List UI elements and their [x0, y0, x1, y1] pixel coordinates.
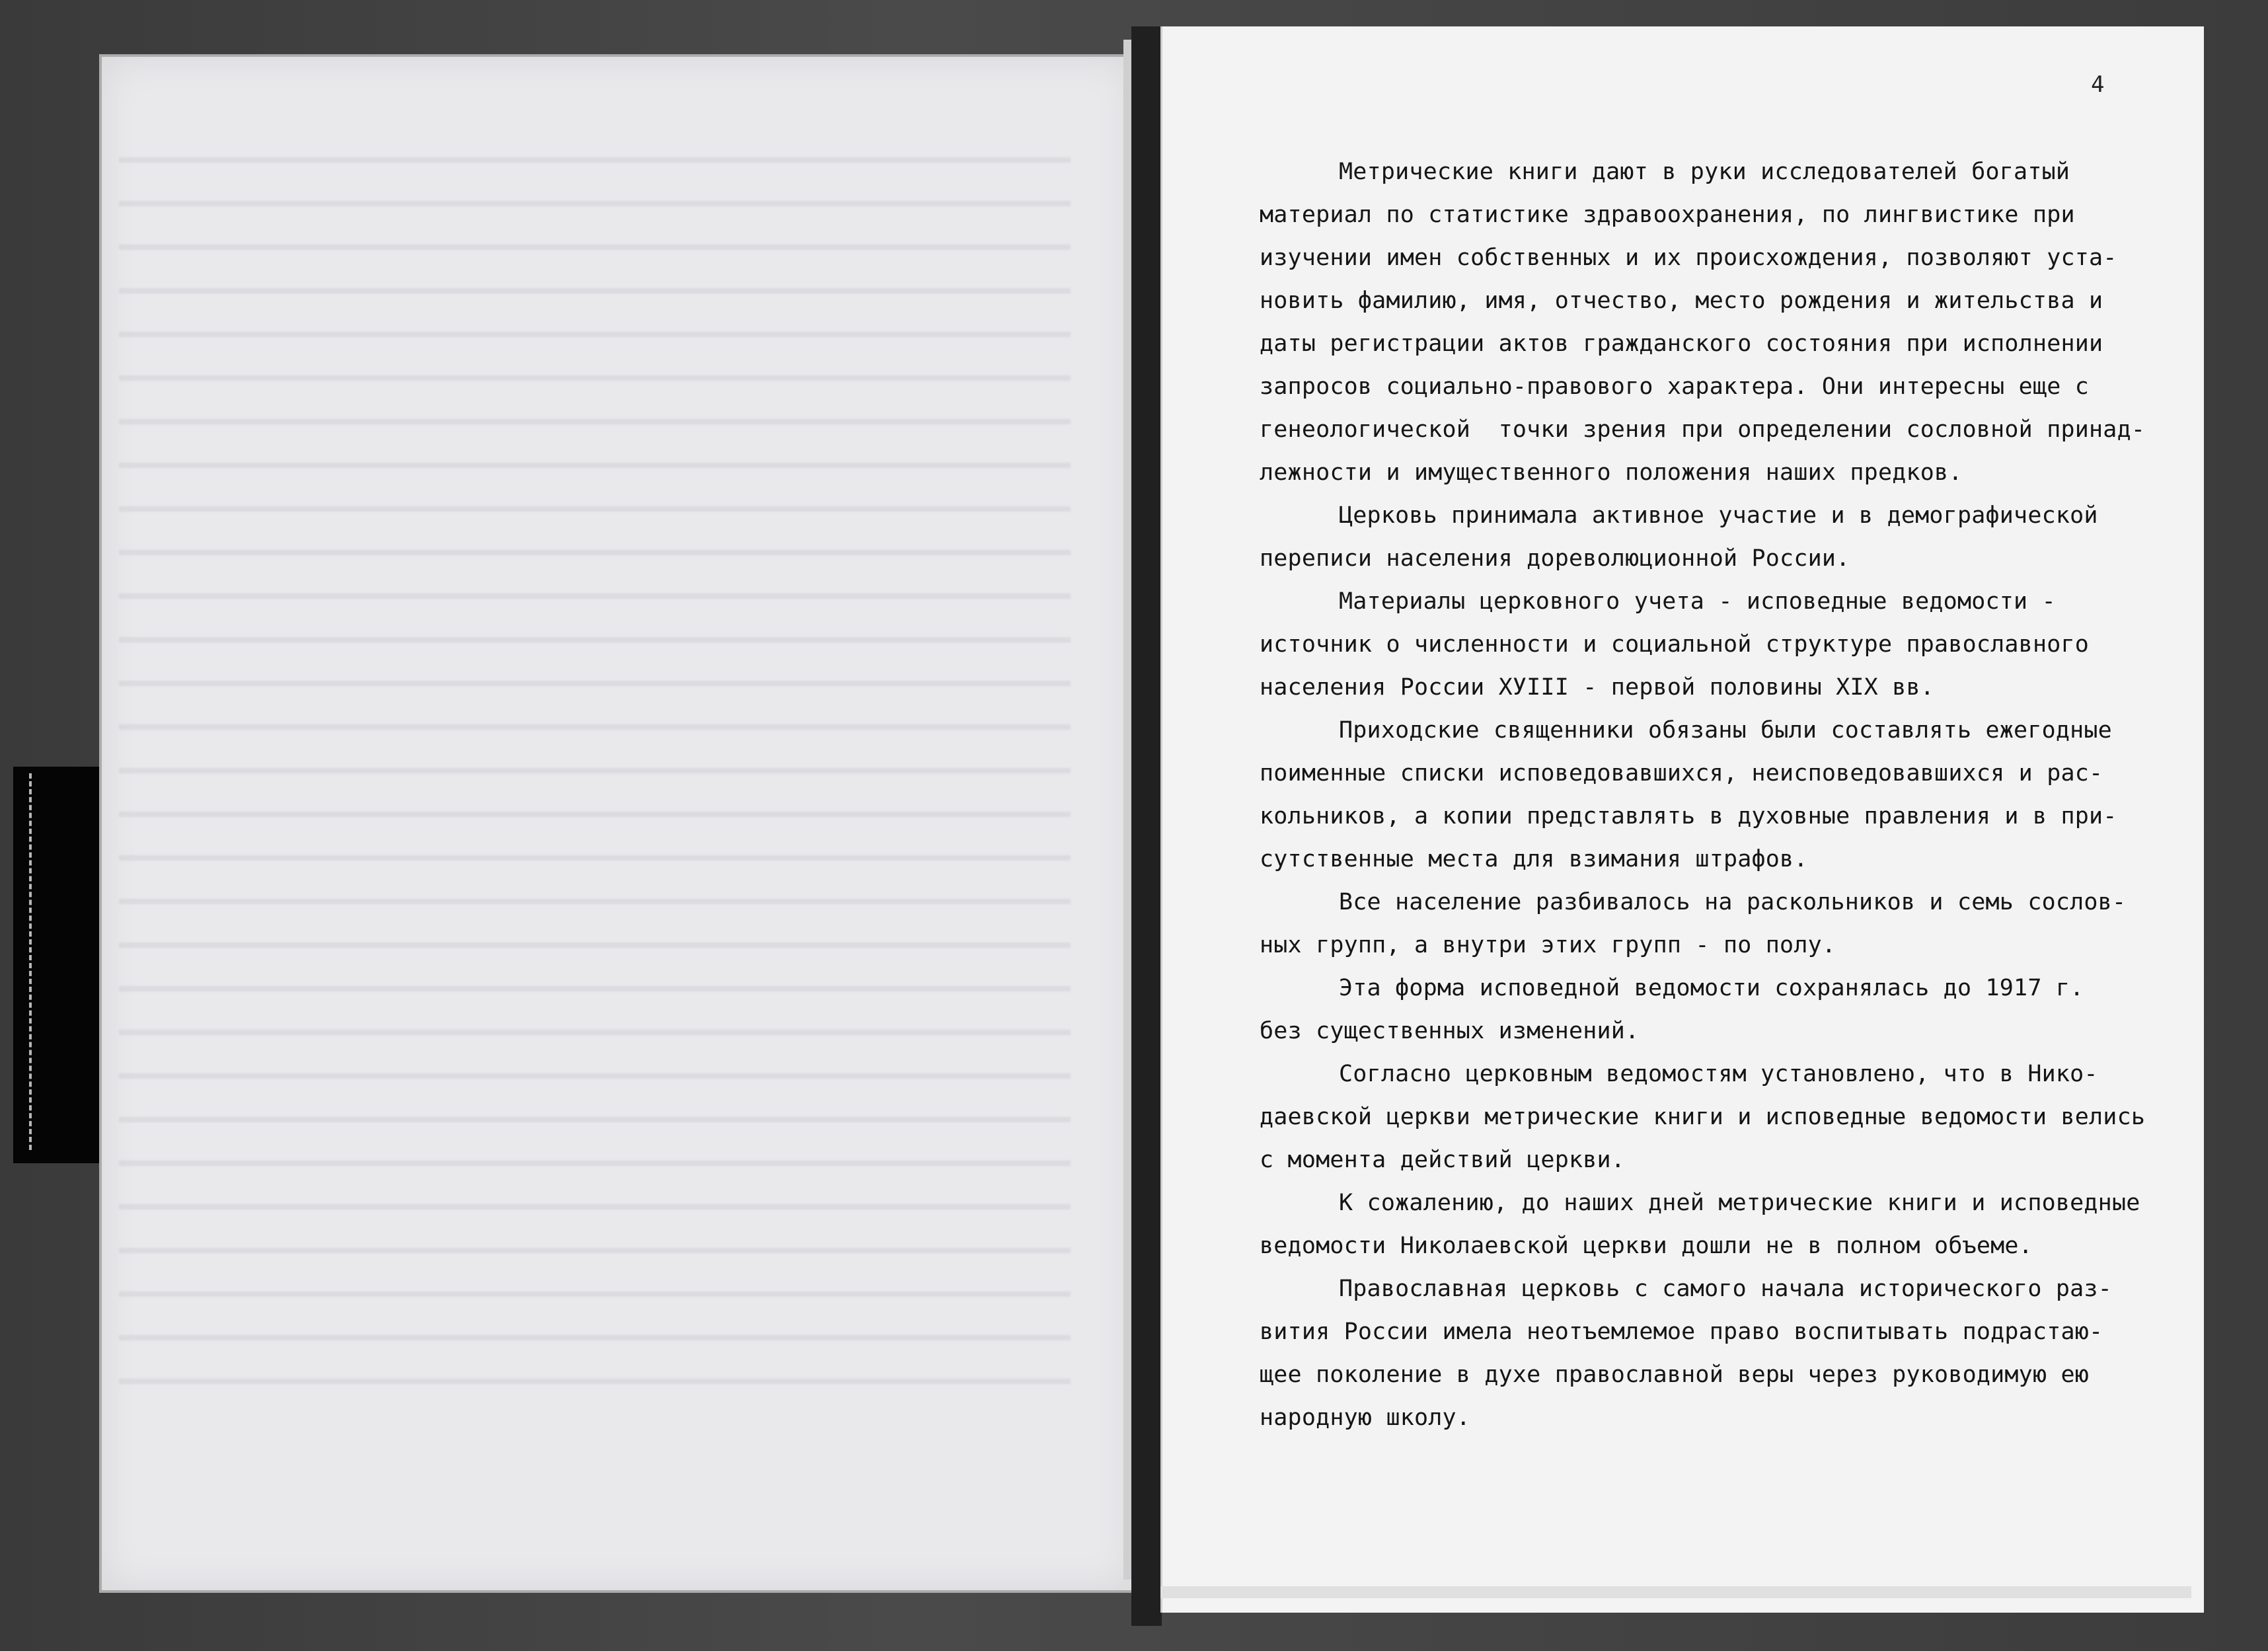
text-line: даевской церкви метрические книги и исповедные ведомости велись [1260, 1104, 2146, 1130]
text-line: кольников, а копии представлять в духовные правления и в при- [1260, 803, 2117, 829]
text-line: с момента действий церкви. [1260, 1147, 1626, 1173]
text-line: поименные списки исповедовавшихся, неисповедовавшихся и рас- [1260, 760, 2103, 787]
right-page-bottom-edge [1160, 1586, 2191, 1598]
text-line: вития России имела неотъемлемое право воспитывать подрастаю- [1260, 1319, 2103, 1345]
page-number: 4 [2091, 71, 2105, 98]
text-line: ведомости Николаевской церкви дошли не в полном объеме. [1260, 1233, 2033, 1259]
text-line: К сожалению, до наших дней метрические книги и исповедные [1339, 1190, 2140, 1216]
text-line: без существенных изменений. [1260, 1018, 1640, 1044]
text-line: населения России ХУIII - первой половины XIX вв. [1260, 674, 1935, 701]
text-line: народную школу. [1260, 1404, 1471, 1431]
text-line: лежности и имущественного положения наших предков. [1260, 459, 1963, 486]
text-line: Материалы церковного учета - исповедные ведомости - [1339, 588, 2056, 615]
text-line: переписи населения дореволюционной России. [1260, 545, 1850, 572]
text-line: Церковь принимала активное участие и в демографической [1339, 502, 2098, 529]
text-line: ных групп, а внутри этих групп - по полу. [1260, 932, 1836, 958]
text-line: Согласно церковным ведомостям установлено, что в Нико- [1339, 1061, 2098, 1087]
text-line: новить фамилию, имя, отчество, место рождения и жительства и [1260, 288, 2103, 314]
text-line: Все население разбивалось на раскольников и семь сослов- [1339, 889, 2127, 915]
text-line: Приходские священники обязаны были составлять ежегодные [1339, 717, 2112, 744]
text-line: запросов социально-правового характера. Они интересны еще с [1260, 373, 2090, 400]
typewritten-text-block [1260, 151, 2145, 1440]
binding-stitches [29, 773, 41, 1150]
text-line: источник о численности и социальной структуре православного [1260, 631, 2090, 658]
text-line: изучении имен собственных и их происхождения, позволяют уста- [1260, 245, 2117, 271]
text-line: Метрические книги дают в руки исследователей богатый [1339, 159, 2070, 185]
text-line: даты регистрации актов гражданского состояния при исполнении [1260, 330, 2103, 357]
left-page-bleed-through [119, 132, 1071, 1421]
text-line: материал по статистике здравоохранения, по лингвистике при [1260, 202, 2075, 228]
text-line: щее поколение в духе православной веры через руководимую ею [1260, 1362, 2090, 1388]
text-line: Православная церковь с самого начала исторического раз- [1339, 1276, 2112, 1302]
text-line: Эта форма исповедной ведомости сохранялась до 1917 г. [1339, 975, 2084, 1001]
book-gutter [1131, 26, 1162, 1626]
text-line: генеологической точки зрения при определении сословной принад- [1260, 416, 2146, 443]
text-line: сутственные места для взимания штрафов. [1260, 846, 1808, 872]
